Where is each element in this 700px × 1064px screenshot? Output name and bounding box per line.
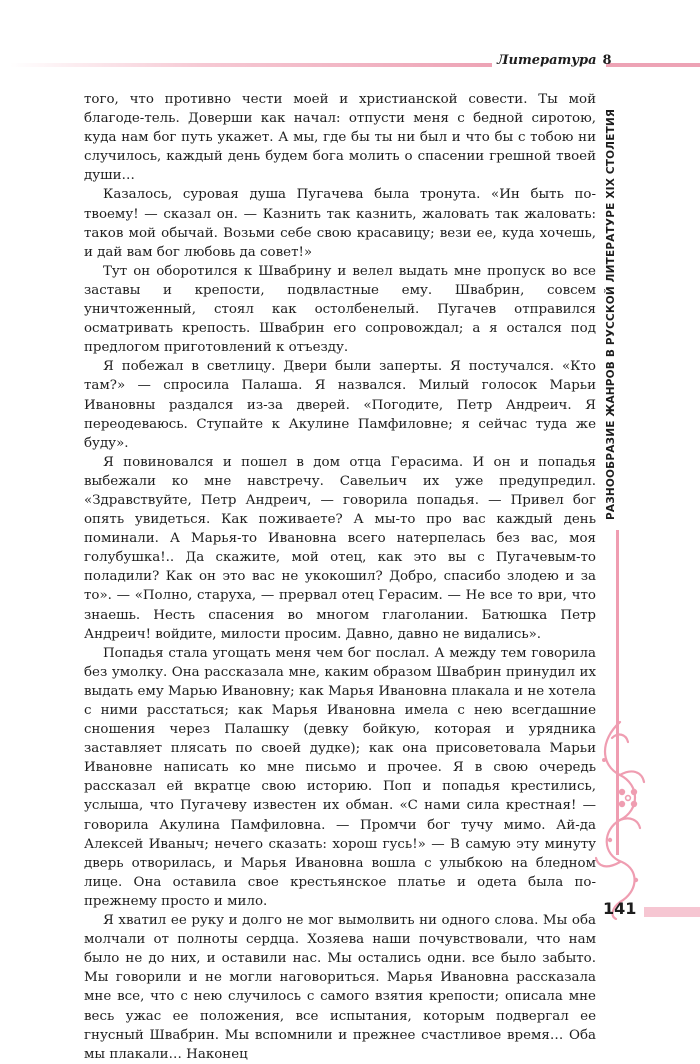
paragraph: Я побежал в светлицу. Двери были заперты. Я постучался. «Кто там?» — спросила Палаша. Я назвался. Милый голосок Марьи Ивановны раздался из-за дверей. «Погодите, Петр Андреич. Я переодеваюсь. Ступайте к Акулине Памфиловне; я сейчас туда же буду». [84,359,596,451]
paragraph: Казалось, суровая душа Пугачева была тронута. «Ин быть по-твоему! — сказал он. — Казнить так казнить, жаловать так жаловать: таков мой обычай. Возьми себе свою красавицу; вези ее, куда хочешь, и дай вам бог любовь да совет!» [84,187,596,260]
running-header [497,53,612,68]
page-text [84,90,596,1064]
header-rule-left [10,63,492,67]
page-number-bar [644,907,700,917]
paragraph: Попадья стала угощать меня чем бог послал. А между тем говорила без умолку. Она рассказала мне, каким образом Швабрин принудил их выдать ему Марью Ивановну; как Марья Ивановна плакала и не хотела с ними расстаться; как Марья Ивановна имела с нею всегдашние сношения через Палашку (девку бойкую, которая и урядника заставляет плясать по своей дудке); как она присоветовала Марьи Ивановне написать ко мне письмо и прочее. Я в свою очередь рассказал ей вкратце свою историю. Поп и попадья крестились, услыша, что Пугачеву известен их обман. «С нами сила крестная! — говорила Акулина Памфиловна. — Промчи бог тучу мимо. Ай-да Алексей Иваныч; нечего сказать: хорош гусь!» — В самую эту минуту дверь отворилась, и Марья Ивановна вошла с улыбкою на бледном лице. Она оставила свое крестьянское платье и одета была по-прежнему просто и мило. [84,645,596,909]
paragraph: Я повиновался и пошел в дом отца Герасима. И он и попадья выбежали ко мне навстречу. Савельич их уже предупредил. «Здравствуйте, Петр Андреич, — говорила попадья. — Привел бог опять увидеться. Как поживаете? А мы-то про вас каждый день поминали. А Марья-то Ивановна всего натерпелась без вас, моя голубушка!.. Да скажите, мой отец, как это вы с Пугачевым-то поладили? Как он это вас не укокошил? Добро, спасибо злодею и за то». — «Полно, старуха, — прервал отец Герасим. — Не все то ври, что знаешь. Несть спасения во многом глаголании. Батюшка Петр Андреич! войдите, милости просим. Давно, давно не видались». [84,454,596,642]
paragraph: Тут он оборотился к Швабрину и велел выдать мне пропуск во все заставы и крепости, подвластные ему. Швабрин, совсем уничтоженный, стоял как остолбенелый. Пугачев отправился осматривать крепость. Швабрин его сопровождал; а я остался под предлогом приготовлений к отъезду. [84,263,596,356]
paragraph: Я хватил ее руку и долго не мог вымолвить ни одного слова. Мы оба молчали от полноты сердца. Хозяева наши почувствовали, что нам было не до них, и оставили нас. Мы остались одни. все было забыто. Мы говорили и не могли наговориться. Марья Ивановна рассказала мне все, что с нею случилось с самого взятия крепости; описала мне весь ужас ее положения, все испытания, которым подвергал ее гнусный Швабрин. Мы вспомнили и прежнее счастливое время… Оба мы плакали… Наконец [84,913,596,1062]
floral-ornament-icon [590,720,650,920]
header-grade: 8 [602,53,612,68]
paragraph: того, что противно чести моей и христианской совести. Ты мой благоде-тель. Доверши как начал: отпусти меня с бедной сиротою, куда нам бог путь укажет. А мы, где бы ты ни был и что бы с тобою ни случилось, каждый день будем бога молить о спасении грешной твоей души… [84,92,596,184]
side-section-title: РАЗНООБРАЗИЕ ЖАНРОВ В РУССКОЙ ЛИТЕРАТУРЕ XIX СТОЛЕТИЯ [605,108,617,520]
header-rule-right [606,63,700,67]
header-subject: Литература [497,53,597,68]
page-number: 141 [603,899,637,918]
